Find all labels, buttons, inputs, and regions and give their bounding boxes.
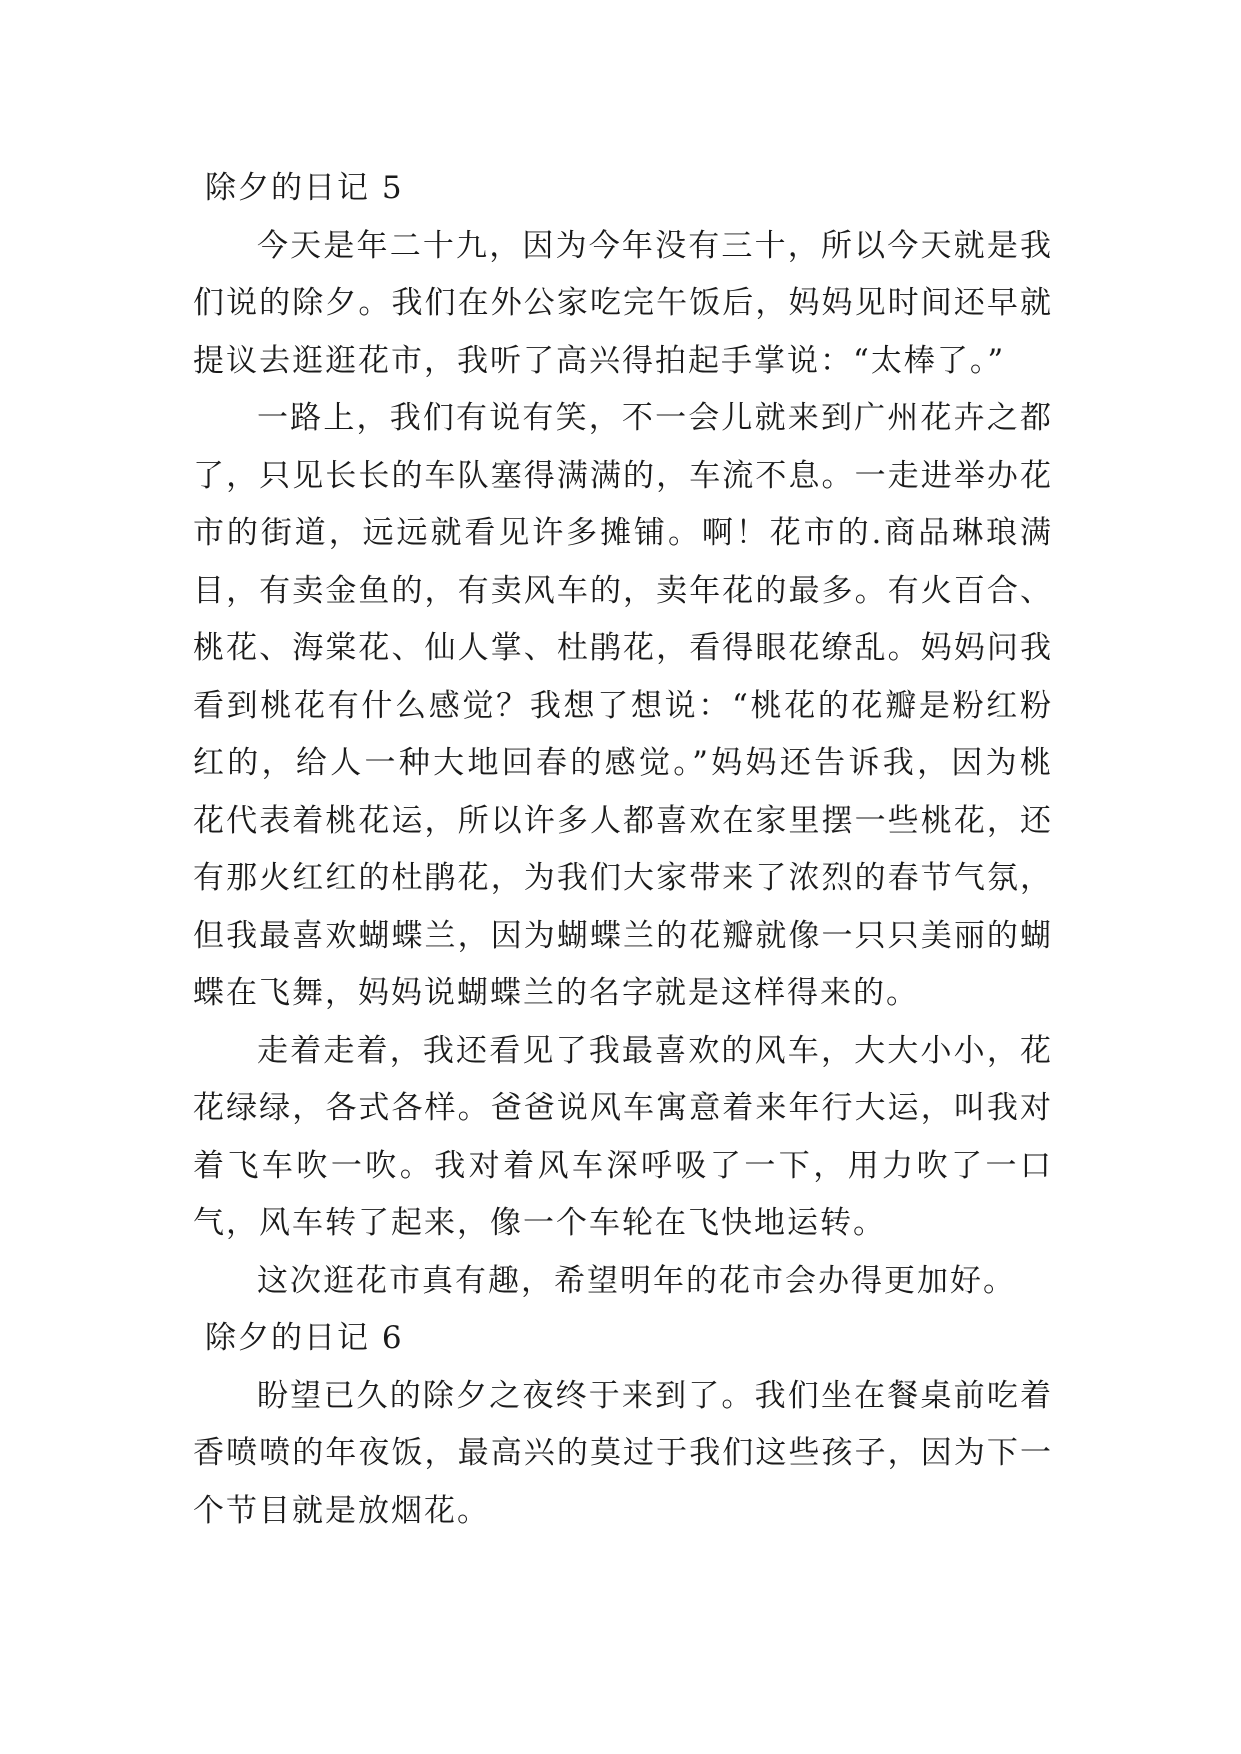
diary-heading-6: 除夕的日记 6 (205, 1320, 404, 1356)
paragraph: 这次逛花市真有趣，希望明年的花市会办得更加好。 (257, 1262, 1016, 1299)
paragraph: 走着走着，我还看见了我最喜欢的风车，大大小小，花花绿绿，各式各样。爸爸说风车寓意着来年行大运，叫我对着飞车吹一吹。我对着风车深呼吸了一下，用力吹了一口气，风车转了起来，像一个车轮在飞快地运转。 (193, 1032, 1053, 1241)
paragraph: 一路上，我们有说有笑，不一会儿就来到广州花卉之都了，只见长长的车队塞得满满的，车流不息。一走进举办花市的街道，远远就看见许多摊铺。啊！花市的.商品琳琅满目，有卖金鱼的，有卖风车的，卖年花的最多。有火百合、桃花、海棠花、仙人掌、杜鹃花，看得眼花缭乱。妈妈问我看到桃花有什么感觉？我想了想说：“桃花的花瓣是粉红粉红的，给人一种大地回春的感觉。”妈妈还告诉我，因为桃花代表着桃花运，所以许多人都喜欢在家里摆一些桃花，还有那火红红的杜鹃花，为我们大家带来了浓烈的春节气氛，但我最喜欢蝴蝶兰，因为蝴蝶兰的花瓣就像一只只美丽的蝴蝶在飞舞，妈妈说蝴蝶兰的名字就是这样得来的。 (193, 400, 1053, 1011)
paragraph: 盼望已久的除夕之夜终于来到了。我们坐在餐桌前吃着香喷喷的年夜饭，最高兴的莫过于我们这些孩子，因为下一个节目就是放烟花。 (193, 1377, 1053, 1529)
paragraph: 今天是年二十九，因为今年没有三十，所以今天就是我们说的除夕。我们在外公家吃完午饭后，妈妈见时间还早就提议去逛逛花市，我听了高兴得拍起手掌说：“太棒了。” (193, 227, 1053, 379)
diary-heading-5: 除夕的日记 5 (205, 170, 404, 206)
document-body (193, 160, 1053, 1540)
